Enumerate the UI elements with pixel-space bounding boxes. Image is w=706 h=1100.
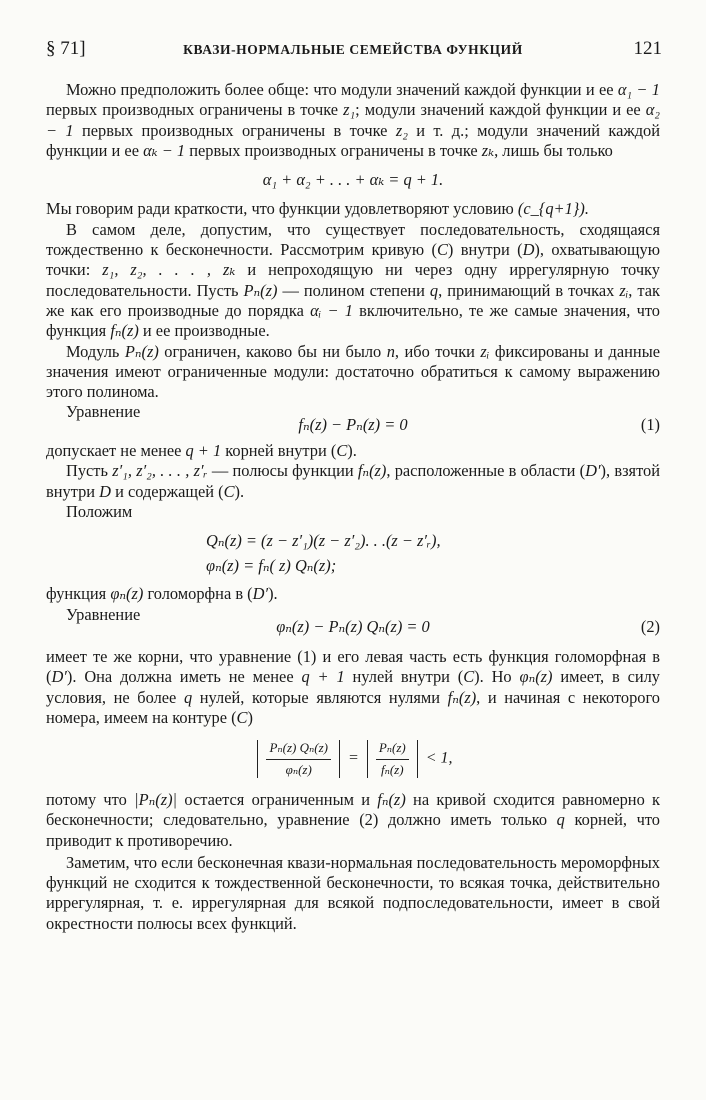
- inequality-formula: $\frac{\text{Pₙ(z) Qₙ(z)}}{\text{φₙ(z)}}$ = $\frac{\text{Pₙ(z)}}{\text{fₙ(z)}}$ < 1,: [46, 738, 660, 780]
- equation-1: fₙ(z) − Pₙ(z) = 0 (1): [298, 414, 660, 434]
- paragraph-5: допускает не менее q + 1 корней внутри (C).: [46, 441, 357, 461]
- paragraph-8: имеет те же корни, что уравнение (1) и его левая часть есть функция голоморфная в (D′). Она должна иметь не менее q + 1 нулей внутри (C). Но φₙ(z) имеет, в силу условия, не более q нулей, которые являются нулями fₙ(z), и начиная с некоторого номера, имеем на контуре (C): [46, 647, 660, 728]
- equation-2-label: Уравнение: [66, 604, 141, 624]
- paragraph-7: функция φₙ(z) голоморфна в (D′).: [46, 584, 278, 604]
- paragraph-10: Заметим, что если бесконечная квази-нормальная последовательность мероморфных функций не сходится к тождественной бесконечности, то всякая точка, действительно иррегулярная, т. е. иррегулярная для всякой подпоследовательности, имеет в свой окрестности полюсы всех функций.: [46, 852, 660, 933]
- definitions-formulas: [206, 528, 660, 578]
- paragraph-4: Модуль Pₙ(z) ограничен, каково бы ни было n, ибо точки zᵢ фиксированы и данные значения имеют ограниченные модули: достаточно обратиться к самому выражению этого полинома.: [46, 341, 660, 402]
- equation-1-number: (1): [640, 414, 660, 434]
- paragraph-9: потому что |Pₙ(z)| остается ограниченным и fₙ(z) на кривой сходится равномерно к бесконечности; следовательно, уравнение (2) должно иметь только q корней, что приводит к противоречию.: [46, 789, 660, 850]
- paragraph-1: Можно предположить более обще: что модули значений каждой функции и ее α₁ − 1 первых производных ограничены в точке z₁; модули значений каждой функции и ее α₂ − 1 первых производных ограничены в точке z₂ и т. д.; модули значений каждой функции и ее αₖ − 1 первых производных ограничены в точке zₖ, лишь бы только: [46, 80, 661, 160]
- paragraph-6: Пусть z′₁, z′₂, . . . , z′ᵣ — полюсы функции fₙ(z), расположенные в области (D′), взятой внутри D и содержащей (C).: [46, 461, 661, 501]
- Qn-definition: Qₙ(z) = (z − z′₁)(z − z′₂). . .(z − z′ᵣ),: [206, 531, 441, 551]
- sum-condition-formula: α₁ + α₂ + . . . + αₖ = q + 1.: [262, 170, 444, 190]
- paragraph-2: Мы говорим ради краткости, что функции удовлетворяют условию (c_{q+1}).: [46, 199, 589, 219]
- phi-definition: φₙ(z) = fₙ( z) Qₙ(z);: [206, 556, 337, 576]
- equation-1-label: Уравнение: [66, 402, 141, 422]
- equation-2: φₙ(z) − Pₙ(z) Qₙ(z) = 0 (2): [276, 616, 660, 636]
- definitions-label: Положим: [66, 501, 133, 521]
- equation-2-number: (2): [640, 616, 660, 636]
- paragraph-3: В самом деле, допустим, что существует последовательность, сходящаяся тождественно к бесконечности. Рассмотрим кривую (C) внутри (D), охватывающую точки: z₁, z₂, . . . , zₖ и непроходящую ни через одну иррегулярную точку последовательности. Пусть Pₙ(z) — полином степени q, принимающий в точках zᵢ, так же как его производные до порядка αᵢ − 1 включительно, те же самые значения, что функция fₙ(z) и ее производные.: [46, 219, 660, 341]
- running-title: КВАЗИ-НОРМАЛЬНЫЕ СЕМЕЙСТВА ФУНКЦИЙ: [183, 42, 523, 57]
- page-number: 121: [633, 38, 662, 59]
- section-number: § 71]: [46, 38, 86, 59]
- page-body: [46, 80, 660, 934]
